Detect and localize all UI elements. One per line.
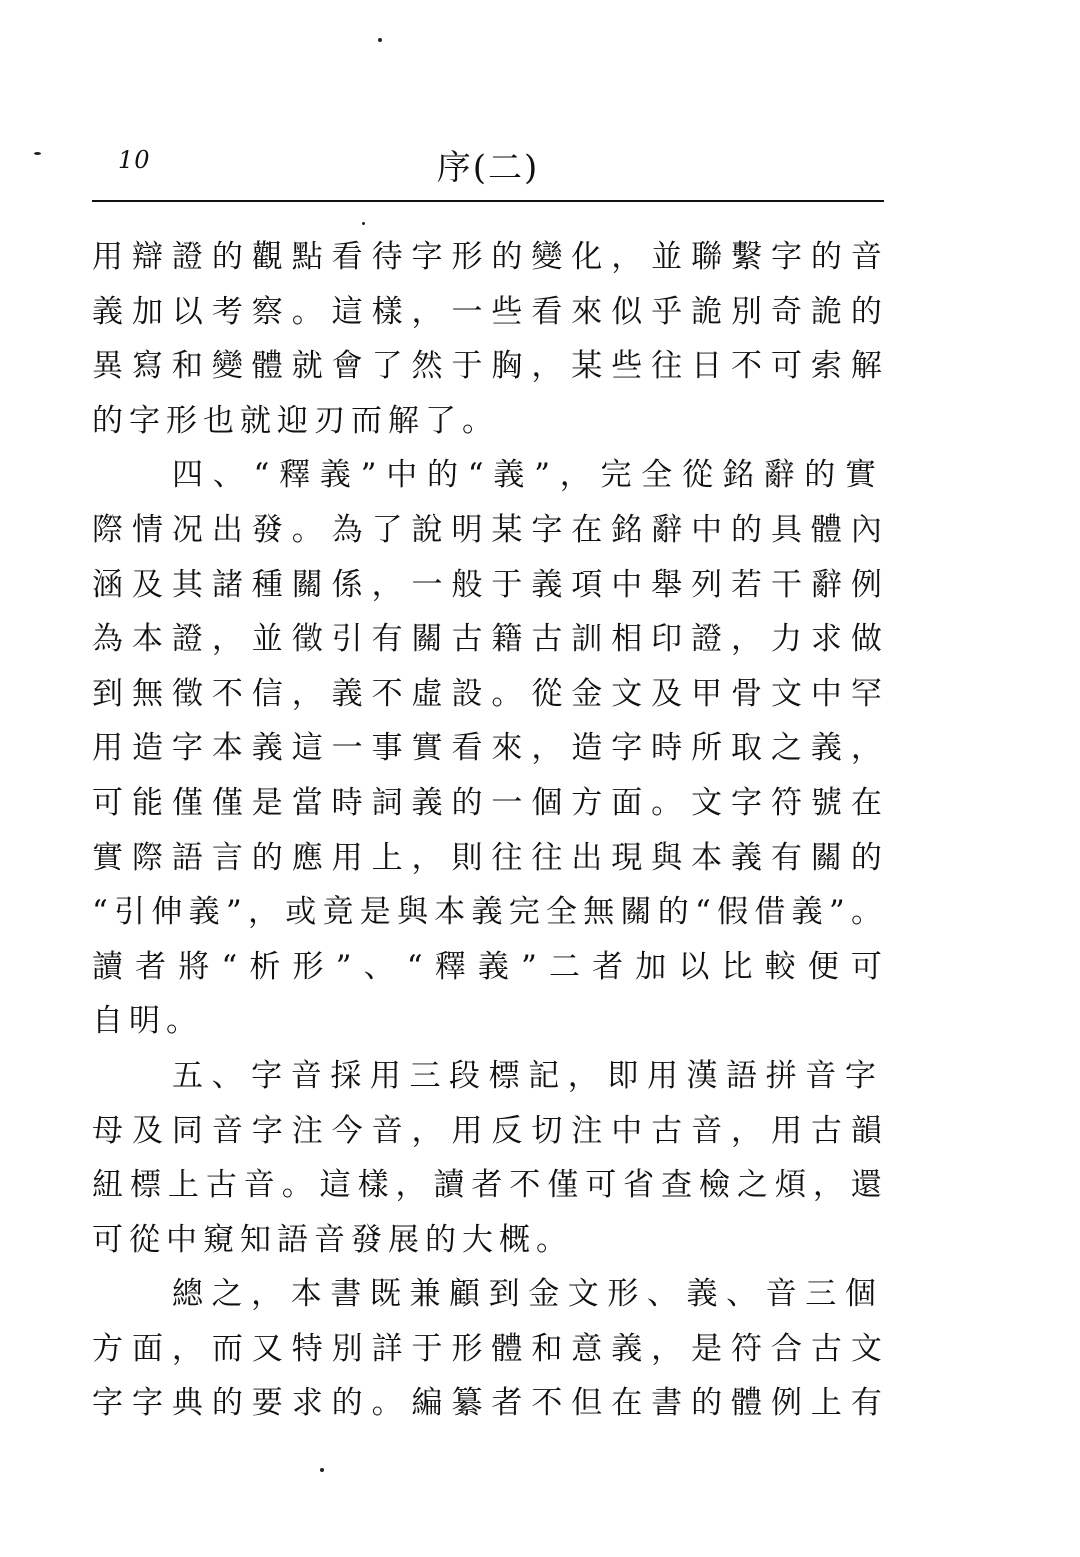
body-text xyxy=(92,230,882,1431)
text-line: 用 造 字 本 義 這 一 事 實 看 來 ， 造 字 時 所 取 之 義 ， xyxy=(92,730,882,767)
text-line: 母 及 同 音 字 注 今 音 ， 用 反 切 注 中 古 音 ， 用 古 韻 xyxy=(92,1112,882,1149)
text-line: 可 能 僅 僅 是 當 時 詞 義 的 一 個 方 面 。 文 字 符 號 在 xyxy=(92,784,882,821)
text-line: 實 際 語 言 的 應 用 上 ， 則 往 往 出 現 與 本 義 有 關 的 xyxy=(92,839,882,876)
text-line: “ 引 伸 義 ” ， 或 竟 是 與 本 義 完 全 無 關 的 “ 假 借 義 ” 。 xyxy=(92,894,882,931)
text-line: 際 情 况 出 發 。 為 了 說 明 某 字 在 銘 辭 中 的 具 體 內 xyxy=(92,511,882,548)
text-line: 四 、 “ 釋 義 ” 中 的 “ 義 ” ， 完 全 從 銘 辭 的 實 xyxy=(172,457,876,494)
text-line: 用 辯 證 的 觀 點 看 待 字 形 的 變 化 ， 並 聯 繫 字 的 音 xyxy=(92,239,882,275)
scan-speck xyxy=(378,38,382,42)
scan-speck xyxy=(34,152,41,155)
text-line: 方 面 ， 而 又 特 別 詳 于 形 體 和 意 義 ， 是 符 合 古 文 xyxy=(92,1330,882,1367)
text-line: 涵 及 其 諸 種 關 係 ， 一 般 于 義 項 中 舉 列 若 干 辭 例 xyxy=(92,566,882,603)
text-line: 自 明 。 xyxy=(92,1003,197,1040)
page-number: 10 xyxy=(118,146,151,174)
text-line: 的 字 形 也 就 迎 刃 而 解 了 。 xyxy=(92,402,493,439)
scan-speck xyxy=(362,222,365,225)
text-line: 字 字 典 的 要 求 的 。 編 纂 者 不 但 在 書 的 體 例 上 有 xyxy=(92,1385,882,1422)
text-line: 為 本 證 ， 並 徵 引 有 關 古 籍 古 訓 相 印 證 ， 力 求 做 xyxy=(92,621,882,658)
text-line: 紐 標 上 古 音 。 這 樣 ， 讀 者 不 僅 可 省 查 檢 之 煩 ， 還 xyxy=(92,1167,882,1204)
text-line: 總 之 ， 本 書 既 兼 顧 到 金 文 形 、 義 、 音 三 個 xyxy=(172,1276,876,1313)
text-line: 五 、 字 音 採 用 三 段 標 記 ， 即 用 漢 語 拼 音 字 xyxy=(172,1057,876,1094)
text-line: 到 無 徵 不 信 ， 義 不 虛 設 。 從 金 文 及 甲 骨 文 中 罕 xyxy=(92,675,882,712)
text-line: 讀 者 將 “ 析 形 ” 、 “ 釋 義 ” 二 者 加 以 比 較 便 可 xyxy=(92,948,882,985)
text-line: 可 從 中 窺 知 語 音 發 展 的 大 概 。 xyxy=(92,1221,567,1258)
text-line: 異 寫 和 變 體 就 會 了 然 于 胸 ， 某 些 往 日 不 可 索 解 xyxy=(92,348,882,385)
text-line: 義 加 以 考 察 。 這 樣 ， 一 些 看 來 似 乎 詭 別 奇 詭 的 xyxy=(92,293,882,330)
header-rule xyxy=(92,200,884,202)
running-title: 序(二) xyxy=(436,148,540,188)
scan-speck xyxy=(320,1468,324,1472)
page-header xyxy=(92,140,884,192)
